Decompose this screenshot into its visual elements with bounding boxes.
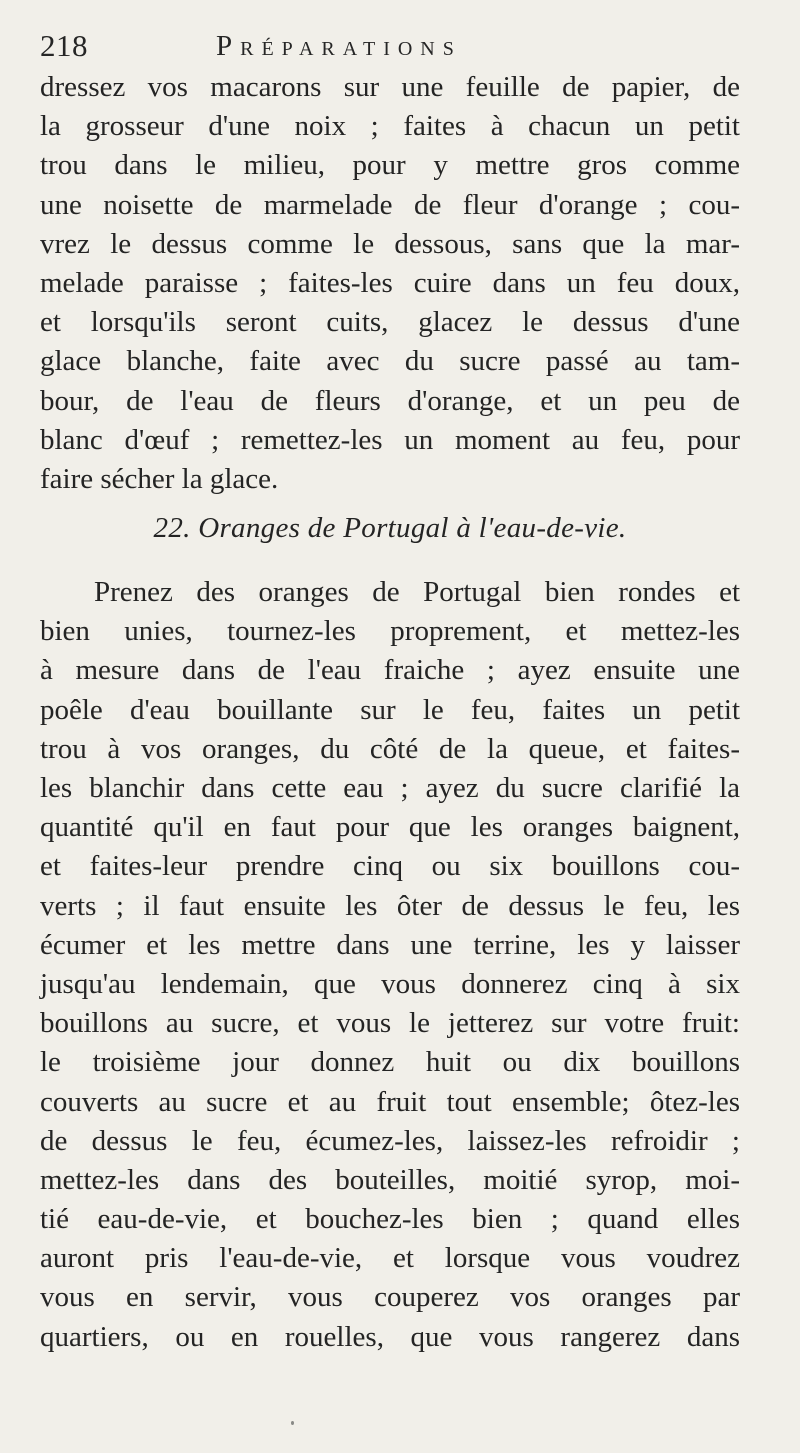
page-header [40, 22, 760, 72]
ink-speck [291, 1421, 294, 1425]
text-line: vous en servir, vous couperez vos oranges par [40, 1281, 740, 1314]
text-line: et lorsqu'ils seront cuits, glacez le dessus d'une [40, 306, 740, 339]
text-line: mettez-les dans des bouteilles, moitié syrop, moi- [40, 1163, 740, 1196]
text-line: poêle d'eau bouillante sur le feu, faites un petit [40, 693, 740, 726]
text-line: trou à vos oranges, du côté de la queue, et faites- [40, 732, 740, 765]
text-line: vrez le dessus comme le dessous, sans que la mar- [40, 227, 740, 260]
section-title: 22. Oranges de Portugal à l'eau-de-vie. [153, 512, 627, 545]
text-line: bouillons au sucre, et vous le jetterez sur votre fruit: [40, 1007, 740, 1040]
text-line: Prenez des oranges de Portugal bien rondes et [94, 576, 740, 609]
page-number: 218 [40, 28, 88, 63]
text-line: dressez vos macarons sur une feuille de papier, de [40, 71, 740, 103]
text-line: faire sécher la glace. [40, 462, 279, 495]
text-line: quantité qu'il en faut pour que les oranges baignent, [40, 811, 740, 844]
text-line: écumer et les mettre dans une terrine, les y laisser [40, 928, 740, 961]
text-line: melade paraisse ; faites-les cuire dans un feu doux, [40, 266, 740, 299]
text-line: trou dans le milieu, pour y mettre gros comme [40, 149, 740, 182]
text-line: à mesure dans de l'eau fraiche ; ayez ensuite une [40, 654, 740, 687]
running-head: Préparations [216, 30, 462, 62]
text-line: une noisette de marmelade de fleur d'orange ; cou- [40, 188, 740, 221]
text-line: tié eau-de-vie, et bouchez-les bien ; quand elles [40, 1203, 740, 1236]
text-line: de dessus le feu, écumez-les, laissez-les refroidir ; [40, 1124, 740, 1157]
text-line: la grosseur d'une noix ; faites à chacun un petit [40, 110, 740, 143]
text-line: verts ; il faut ensuite les ôter de dessus le feu, les [40, 889, 740, 922]
text-line: jusqu'au lendemain, que vous donnerez cinq à six [40, 967, 740, 1000]
text-line: les blanchir dans cette eau ; ayez du sucre clarifié la [40, 772, 740, 804]
text-line: couverts au sucre et au fruit tout ensemble; ôtez-les [40, 1085, 740, 1118]
paragraph-oranges [40, 573, 740, 1357]
text-line: bour, de l'eau de fleurs d'orange, et un peu de [40, 384, 740, 417]
text-line: blanc d'œuf ; remettez-les un moment au feu, pour [40, 423, 740, 456]
text-line: quartiers, ou en rouelles, que vous rangerez dans [40, 1320, 740, 1353]
text-line: et faites-leur prendre cinq ou six bouillons cou- [40, 850, 740, 883]
paragraph-macarons [40, 68, 740, 499]
text-line: le troisième jour donnez huit ou dix bouillons [40, 1046, 740, 1079]
text-line: auront pris l'eau-de-vie, et lorsque vous voudrez [40, 1242, 740, 1275]
page-body [40, 68, 740, 1357]
text-line: glace blanche, faite avec du sucre passé au tam- [40, 345, 740, 378]
text-line: bien unies, tournez-les proprement, et mettez-les [40, 615, 740, 648]
